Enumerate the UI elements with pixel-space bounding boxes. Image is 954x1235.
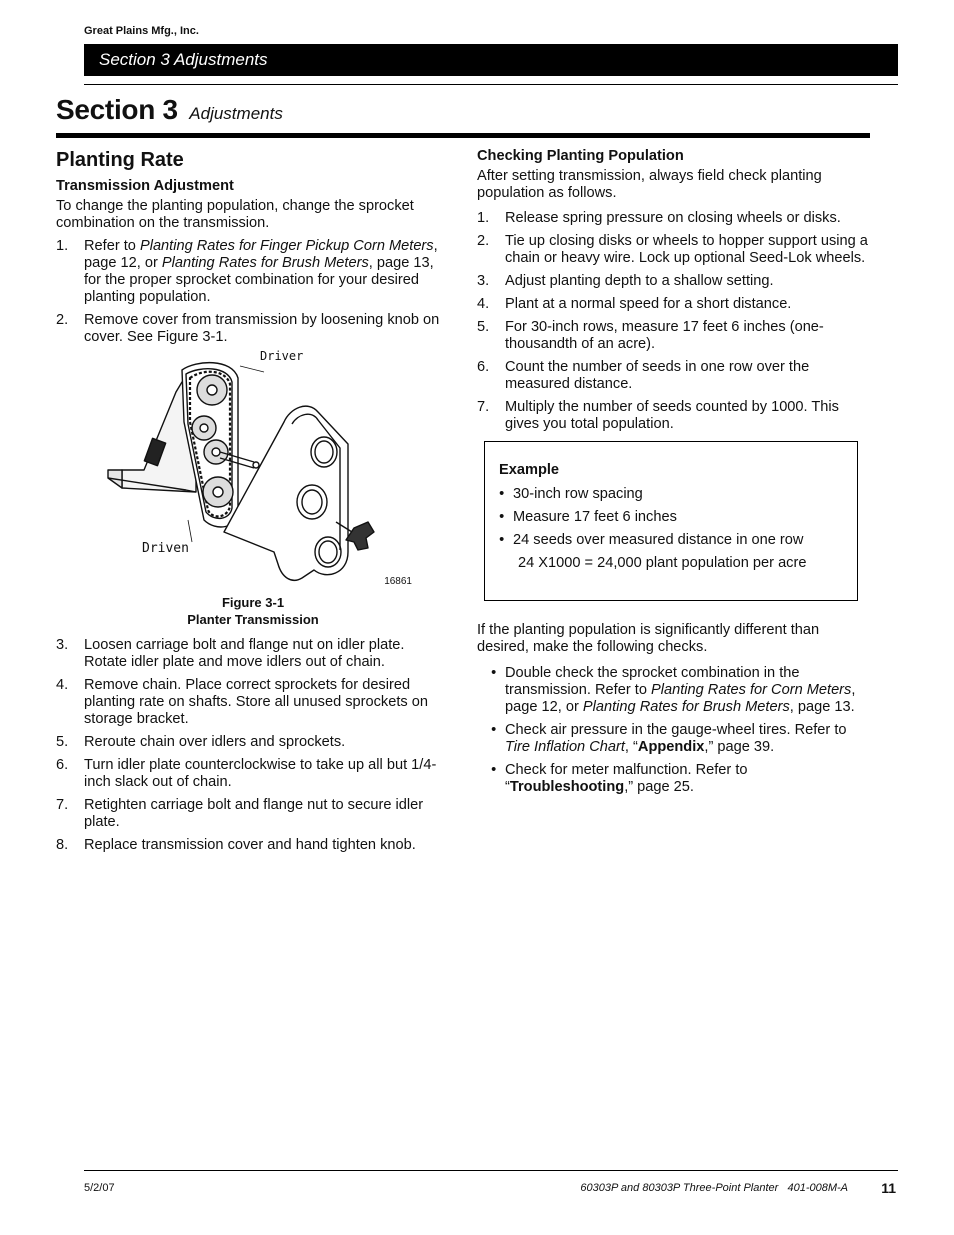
list-item (477, 359, 871, 393)
text-run: Planting Rates for Brush Meters (582, 699, 790, 715)
step-number: 3. (477, 273, 490, 289)
list-item (477, 296, 871, 313)
text-run: Planting Rates for Finger Pickup Corn Meters (139, 238, 434, 254)
text-run: Turn idler plate counterclockwise to take up all but 1/4-inch slack out of chain. (84, 757, 437, 790)
text-run: Planting Rates for Corn Meters (651, 682, 852, 698)
footer-date: 5/2/07 (84, 1182, 115, 1194)
bullet-icon: • (491, 722, 497, 738)
list-item (56, 757, 450, 791)
list-item (477, 762, 871, 796)
step-text (505, 359, 871, 393)
step-text (505, 233, 871, 267)
step-number: 2. (477, 233, 490, 249)
transmission-steps-part2 (56, 637, 450, 854)
list-item (477, 210, 871, 227)
text-run: Planting Rates for Brush Meters (161, 255, 369, 271)
text-run: Release spring pressure on closing wheels or disks. (505, 210, 841, 226)
list-item (477, 722, 871, 756)
driver-label: Driver (260, 349, 304, 363)
transmission-steps-part1 (56, 238, 450, 346)
text-run: Troubleshooting (509, 779, 625, 795)
text-run: Loosen carriage bolt and flange nut on idler plate. Rotate idler plate and move idlers out of chain. (84, 637, 405, 670)
example-items (499, 486, 857, 549)
step-text (505, 722, 871, 756)
section-header-band: Section 3 Adjustments (84, 44, 898, 76)
planting-rate-heading: Planting Rate (56, 149, 184, 171)
figure-caption (56, 594, 450, 628)
step-number: 2. (56, 312, 69, 328)
example-item (499, 509, 857, 526)
transmission-intro: To change the planting population, change the sprocket combination on the transmission. (56, 198, 414, 231)
text-run: Reroute chain over idlers and sprockets. (84, 734, 346, 750)
step-number: 3. (56, 637, 69, 653)
page-number: 11 (881, 1180, 896, 1196)
text-run: Check air pressure in the gauge-wheel tires. Refer to (505, 722, 847, 738)
list-item (56, 797, 450, 831)
text-run: ,” page 39. (704, 739, 775, 755)
example-title: Example (499, 462, 560, 478)
driven-label: Driven (142, 541, 189, 556)
step-text (84, 797, 450, 831)
text-run: ,” page 25. (624, 779, 694, 795)
right-column (477, 148, 871, 802)
list-item (477, 273, 871, 290)
list-item (56, 677, 450, 728)
example-item-text: 30-inch row spacing (513, 486, 643, 502)
list-item (56, 312, 450, 346)
text-run: , page 13, for the proper sprocket combination for your desired planting population. (84, 255, 434, 305)
transmission-adjustment-heading: Transmission Adjustment (56, 178, 234, 194)
example-item (499, 532, 857, 549)
text-run: Double check the sprocket combination in the transmission. Refer to (505, 665, 800, 698)
section-label: Section 3 (56, 94, 178, 125)
list-item (477, 399, 871, 433)
checking-population-steps (477, 210, 871, 433)
text-run: Tire Inflation Chart (505, 739, 625, 755)
bullet-icon: • (491, 665, 497, 681)
transmission-illustration (56, 352, 450, 594)
list-item (56, 637, 450, 671)
footer-document-title: 60303P and 80303P Three-Point Planter 401-008M-A (580, 1182, 848, 1194)
text-run: Count the number of seeds in one row over the measured distance. (505, 359, 810, 392)
text-run: , “ (624, 739, 638, 755)
checking-population-intro: After setting transmission, always field check planting population as follows. (477, 168, 822, 201)
bullet-icon: • (499, 509, 505, 525)
text-run: , page 13. (789, 699, 855, 715)
text-run: Refer to (84, 238, 140, 254)
footer-divider (84, 1170, 898, 1171)
text-run: , page 12, or (84, 238, 438, 271)
step-text (505, 296, 871, 313)
figure-planter-transmission (56, 349, 450, 594)
step-text (84, 637, 450, 671)
list-item (56, 238, 450, 306)
step-number: 1. (477, 210, 490, 226)
step-number: 7. (56, 797, 69, 813)
step-number: 1. (56, 238, 69, 254)
bullet-icon: • (491, 762, 497, 778)
section-title (56, 94, 283, 126)
text-run: Adjust planting depth to a shallow setting. (505, 273, 774, 289)
example-calculation: 24 X1000 = 24,000 plant population per acre (518, 555, 807, 571)
example-item-text: Measure 17 feet 6 inches (513, 509, 677, 525)
figure-reference-number: 16861 (384, 576, 412, 587)
header-divider (84, 84, 898, 85)
list-item (477, 233, 871, 267)
troubleshooting-checks (477, 665, 871, 796)
step-text (505, 665, 871, 716)
text-run: Appendix (637, 739, 705, 755)
example-box (484, 441, 858, 601)
step-text (505, 273, 871, 290)
text-run: For 30-inch rows, measure 17 feet 6 inches (one-thousandth of an acre). (505, 319, 824, 352)
text-run: Check for meter malfunction. Refer to “ (505, 762, 748, 795)
company-name: Great Plains Mfg., Inc. (84, 25, 199, 37)
step-number: 7. (477, 399, 490, 415)
text-run: Replace transmission cover and hand tighten knob. (84, 837, 416, 853)
text-run: Tie up closing disks or wheels to hopper support using a chain or heavy wire. Lock up optional Seed-Lok wheels. (505, 233, 868, 266)
figure-caption-title: Planter Transmission (187, 612, 319, 627)
step-text (84, 312, 450, 346)
step-text (84, 677, 450, 728)
list-item (56, 837, 450, 854)
step-text (505, 399, 871, 433)
text-run: Remove chain. Place correct sprockets for desired planting rate on shafts. Store all unused sprockets on storage bracket. (84, 677, 428, 727)
section-divider (56, 133, 870, 138)
example-item (499, 486, 857, 503)
after-example-text: If the planting population is significantly different than desired, make the following checks. (477, 622, 820, 655)
step-text (505, 210, 871, 227)
step-number: 4. (477, 296, 490, 312)
text-run: Remove cover from transmission by loosening knob on cover. See Figure 3-1. (84, 312, 440, 345)
figure-caption-number: Figure 3-1 (221, 595, 285, 610)
step-number: 6. (477, 359, 490, 375)
list-item (56, 734, 450, 751)
step-text (84, 837, 450, 854)
example-item-text: 24 seeds over measured distance in one row (513, 532, 804, 548)
list-item (477, 665, 871, 716)
section-subtitle: Adjustments (189, 104, 283, 123)
step-number: 4. (56, 677, 69, 693)
step-text (505, 319, 871, 353)
step-number: 5. (477, 319, 490, 335)
left-column (56, 148, 450, 860)
text-run: Retighten carriage bolt and flange nut to secure idler plate. (84, 797, 424, 830)
step-text (84, 757, 450, 791)
step-number: 8. (56, 837, 69, 853)
step-text (84, 238, 450, 306)
step-text (505, 762, 871, 796)
step-number: 6. (56, 757, 69, 773)
checking-population-heading: Checking Planting Population (477, 148, 684, 164)
bullet-icon: • (499, 486, 505, 502)
text-run: , page 12, or (505, 682, 856, 715)
step-text (84, 734, 450, 751)
list-item (477, 319, 871, 353)
text-run: Plant at a normal speed for a short distance. (505, 296, 792, 312)
step-number: 5. (56, 734, 69, 750)
bullet-icon: • (499, 532, 505, 548)
text-run: Multiply the number of seeds counted by 1000. This gives you total population. (505, 399, 839, 432)
